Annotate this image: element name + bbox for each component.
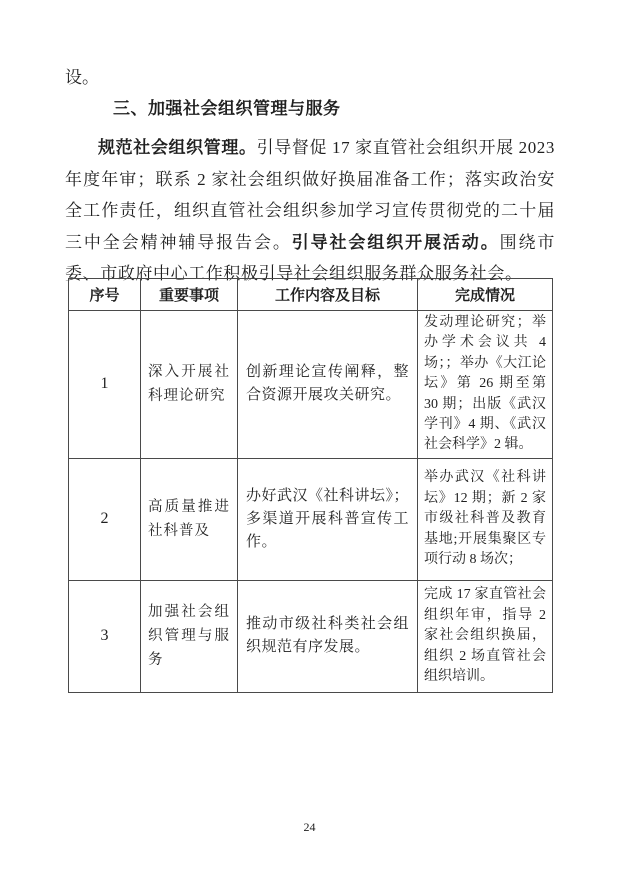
- row1-no: 1: [69, 311, 141, 459]
- bold-run-manage: 规范社会组织管理。: [98, 138, 257, 157]
- section-heading: 三、加强社会组织管理与服务: [113, 99, 341, 118]
- col-header-item: 重要事项: [141, 279, 238, 311]
- bold-run-guide: 引导社会组织开展活动。: [291, 232, 500, 252]
- work-report-table: [68, 278, 553, 693]
- table-header-row: [69, 279, 553, 311]
- row3-completion: 完成 17 家直管社会组织年审，指导 2 家社会组织换届，组织 2 场直管社会组织培训。: [418, 580, 553, 692]
- page-number: 24: [303, 820, 316, 834]
- row1-work: 创新理论宣传阐释，整合资源开展攻关研究。: [238, 311, 418, 459]
- row2-completion: 举办武汉《社科讲坛》12 期；新 2 家市级社科普及教育基地;开展集聚区专项行动 8 场次；: [418, 458, 553, 580]
- table-row: [69, 311, 553, 459]
- body-text-block: [65, 62, 555, 290]
- row3-no: 3: [69, 580, 141, 692]
- col-header-no: 序号: [69, 279, 141, 311]
- management-paragraph: [65, 132, 555, 290]
- row1-completion: 发动理论研究；举办学术会议共 4 场；；举办《大江论坛》第 26 期至第 30 期；出版《武汉学刊》4 期、《武汉社会科学》2 辑。: [418, 311, 553, 459]
- row2-no: 2: [69, 458, 141, 580]
- row2-work: 办好武汉《社科讲坛》；多渠道开展科普宣传工作。: [238, 458, 418, 580]
- paragraph-continuation: 设。: [65, 68, 99, 87]
- row3-work: 推动市级社科类社会组织规范有序发展。: [238, 580, 418, 692]
- table-row: [69, 580, 553, 692]
- table-row: [69, 458, 553, 580]
- col-header-completion: 完成情况: [418, 279, 553, 311]
- col-header-work: 工作内容及目标: [238, 279, 418, 311]
- paragraph-text-2: 围绕市委、市政府中心工作积极引导社会组织服务群众服务社会。: [65, 232, 555, 284]
- row1-item: 深入开展社科理论研究: [141, 311, 238, 459]
- row3-item: 加强社会组织管理与服务: [141, 580, 238, 692]
- row2-item: 高质量推进社科普及: [141, 458, 238, 580]
- paragraph-text-1: 引导督促 17 家直管社会组织开展 2023 年度年审；联系 2 家社会组织做好换届准备工作；落实政治安全工作责任，组织直管社会组织参加学习宣传贯彻党的二十届三中全会精神辅导报告会。: [65, 138, 555, 252]
